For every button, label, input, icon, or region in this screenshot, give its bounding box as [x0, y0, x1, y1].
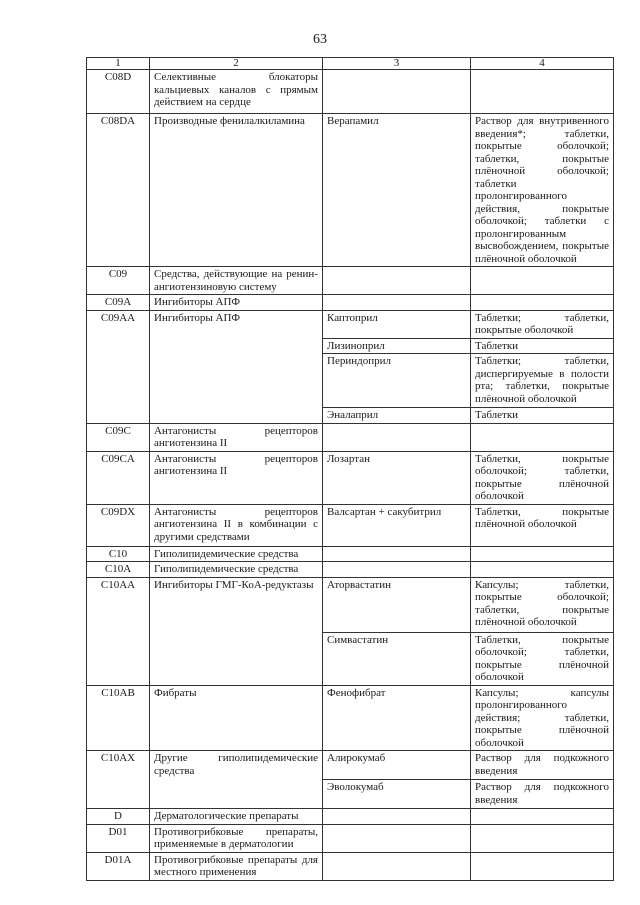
table-row	[87, 451, 614, 504]
group-name-cell: Ингибиторы ГМГ-КоА-редуктазы	[150, 577, 323, 685]
page-number: 63	[313, 32, 327, 47]
dosage-form-cell: Таблетки, покрытые плёночной оболочкой	[471, 504, 614, 546]
drug-name-cell: Эналаприл	[323, 408, 471, 424]
atc-code-cell: D01A	[87, 852, 150, 880]
group-name-cell: Средства, действующие на ренин-ангиотензиновую систему	[150, 267, 323, 295]
atc-code-cell: C09	[87, 267, 150, 295]
drug-name-cell: Каптоприл	[323, 310, 471, 338]
group-name-cell: Гиполипидемические средства	[150, 546, 323, 562]
table-row	[87, 295, 614, 311]
group-name-cell: Производные фенилалкиламина	[150, 114, 323, 267]
dosage-form-cell	[471, 809, 614, 825]
drug-name-cell	[323, 70, 471, 114]
drug-name-cell	[323, 546, 471, 562]
dosage-form-cell: Раствор для внутривенного введения*; таблетки, покрытые оболочкой; таблетки, покрытые плёночной оболочкой; таблетки пролонгированного действия, покрытые оболочкой; таблетки с пролонгированным высвобождением, покрытые плёночной оболочкой	[471, 114, 614, 267]
drug-name-cell	[323, 295, 471, 311]
atc-code-cell: C09A	[87, 295, 150, 311]
table-row	[87, 504, 614, 546]
table-row	[87, 114, 614, 267]
group-name-cell: Антагонисты рецепторов ангиотензина II в комбинации с другими средствами	[150, 504, 323, 546]
atc-code-cell: C09C	[87, 423, 150, 451]
atc-code-cell: C10AB	[87, 685, 150, 751]
dosage-form-cell: Раствор для подкожного введения	[471, 751, 614, 780]
dosage-form-cell	[471, 562, 614, 578]
table-row	[87, 685, 614, 751]
atc-code-cell: C08D	[87, 70, 150, 114]
group-name-cell: Фибраты	[150, 685, 323, 751]
drug-name-cell	[323, 824, 471, 852]
atc-code-cell: C08DA	[87, 114, 150, 267]
dosage-form-cell: Таблетки	[471, 408, 614, 424]
table-row	[87, 546, 614, 562]
table-row	[87, 267, 614, 295]
atc-code-cell: C10AA	[87, 577, 150, 685]
table-row	[87, 824, 614, 852]
atc-code-cell: C09CA	[87, 451, 150, 504]
dosage-form-cell	[471, 824, 614, 852]
dosage-form-cell	[471, 423, 614, 451]
table-header-row	[87, 58, 614, 70]
drug-name-cell: Периндоприл	[323, 354, 471, 408]
dosage-form-cell: Таблетки	[471, 338, 614, 354]
dosage-form-cell: Капсулы; таблетки, покрытые оболочкой; таблетки, покрытые плёночной оболочкой	[471, 577, 614, 632]
dosage-form-cell: Таблетки; таблетки, диспергируемые в полости рта; таблетки, покрытые плёночной оболочкой	[471, 354, 614, 408]
table-row	[87, 423, 614, 451]
table-row	[87, 852, 614, 880]
drug-name-cell: Лизиноприл	[323, 338, 471, 354]
drug-name-cell: Алирокумаб	[323, 751, 471, 780]
table-row	[87, 751, 614, 780]
drug-name-cell	[323, 809, 471, 825]
table-row	[87, 562, 614, 578]
drug-name-cell: Валсартан + сакубитрил	[323, 504, 471, 546]
dosage-form-cell: Таблетки; таблетки, покрытые оболочкой	[471, 310, 614, 338]
drug-name-cell	[323, 267, 471, 295]
dosage-form-cell	[471, 267, 614, 295]
column-header-3: 3	[323, 58, 471, 70]
drug-name-cell: Верапамил	[323, 114, 471, 267]
drug-name-cell: Симвастатин	[323, 632, 471, 685]
group-name-cell: Антагонисты рецепторов ангиотензина II	[150, 423, 323, 451]
drug-name-cell: Лозартан	[323, 451, 471, 504]
group-name-cell: Дерматологические препараты	[150, 809, 323, 825]
drug-name-cell	[323, 852, 471, 880]
group-name-cell: Ингибиторы АПФ	[150, 310, 323, 423]
group-name-cell: Противогрибковые препараты для местного применения	[150, 852, 323, 880]
column-header-1: 1	[87, 58, 150, 70]
atc-code-cell: C10AX	[87, 751, 150, 809]
table-row	[87, 310, 614, 338]
table-row	[87, 577, 614, 632]
atc-code-cell: C10	[87, 546, 150, 562]
column-header-4: 4	[471, 58, 614, 70]
group-name-cell: Другие гиполипидемические средства	[150, 751, 323, 809]
drug-name-cell: Эволокумаб	[323, 780, 471, 809]
drug-name-cell	[323, 423, 471, 451]
column-header-2: 2	[150, 58, 323, 70]
dosage-form-cell: Таблетки, покрытые оболочкой; таблетки, покрытые плёночной оболочкой	[471, 451, 614, 504]
drug-name-cell: Аторвастатин	[323, 577, 471, 632]
drug-name-cell	[323, 562, 471, 578]
group-name-cell: Противогрибковые препараты, применяемые в дерматологии	[150, 824, 323, 852]
drug-name-cell: Фенофибрат	[323, 685, 471, 751]
drug-classification-table	[86, 57, 614, 881]
atc-code-cell: C09DX	[87, 504, 150, 546]
group-name-cell: Гиполипидемические средства	[150, 562, 323, 578]
group-name-cell: Селективные блокаторы кальциевых каналов с прямым действием на сердце	[150, 70, 323, 114]
table-row	[87, 70, 614, 114]
dosage-form-cell	[471, 546, 614, 562]
dosage-form-cell: Раствор для подкожного введения	[471, 780, 614, 809]
atc-code-cell: C09AA	[87, 310, 150, 423]
dosage-form-cell	[471, 852, 614, 880]
atc-code-cell: C10A	[87, 562, 150, 578]
table-row	[87, 809, 614, 825]
dosage-form-cell	[471, 295, 614, 311]
dosage-form-cell: Таблетки, покрытые оболочкой; таблетки, покрытые плёночной оболочкой	[471, 632, 614, 685]
group-name-cell: Антагонисты рецепторов ангиотензина II	[150, 451, 323, 504]
atc-code-cell: D	[87, 809, 150, 825]
group-name-cell: Ингибиторы АПФ	[150, 295, 323, 311]
atc-code-cell: D01	[87, 824, 150, 852]
dosage-form-cell: Капсулы; капсулы пролонгированного действия; таблетки, покрытые плёночной оболочкой	[471, 685, 614, 751]
dosage-form-cell	[471, 70, 614, 114]
